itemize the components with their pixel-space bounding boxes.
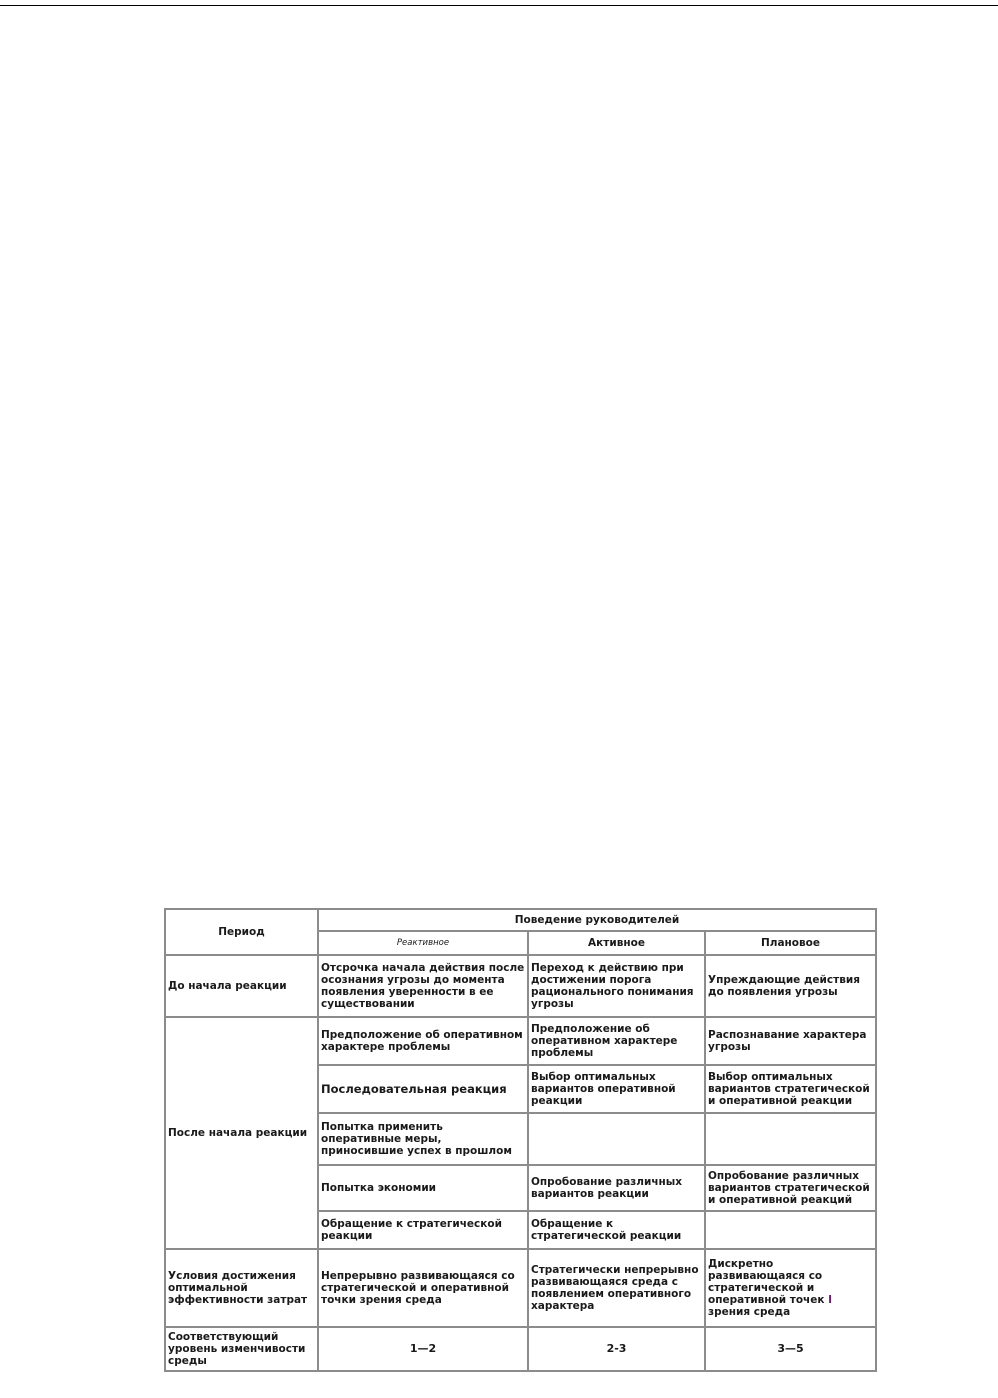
cell-reactive: Предположение об оперативном характере проблемы [318, 1017, 528, 1065]
header-active: Активное [528, 931, 705, 955]
cell-reactive: Непрерывно развивающаяся со стратегической и оперативной точки зрения среда [318, 1249, 528, 1327]
table-row [165, 955, 876, 1017]
cell-planned: 3—5 [705, 1327, 876, 1371]
planned-conditions-text: Дискретно развивающаяся со стратегической и оперативной точек [708, 1258, 825, 1306]
header-behavior: Поведение руководителей [318, 909, 876, 931]
cell-active: Переход к действию при достижении порога рационального понимания угрозы [528, 955, 705, 1017]
planned-conditions-tail: зрения среда [708, 1306, 791, 1318]
cell-reactive: Обращение к стратегической реакции [318, 1211, 528, 1249]
cell-reactive: Отсрочка начала действия после осознания угрозы до момента появления уверенности в ее существовании [318, 955, 528, 1017]
cell-active: Обращение к стратегической реакции [528, 1211, 705, 1249]
cell-reactive: Попытка применить оперативные меры, приносившие успех в прошлом [318, 1113, 528, 1165]
period-before: До начала реакции [165, 955, 318, 1017]
table-header-row-1 [165, 909, 876, 931]
header-planned: Плановое [705, 931, 876, 955]
cell-reactive: 1—2 [318, 1327, 528, 1371]
cell-active: 2-3 [528, 1327, 705, 1371]
cell-planned: Упреждающие действия до появления угрозы [705, 955, 876, 1017]
table-row [165, 1327, 876, 1371]
cell-active: Опробование различных вариантов реакции [528, 1165, 705, 1211]
period-conditions: Условия достижения оптимальной эффективности затрат [165, 1249, 318, 1327]
cell-planned: Опробование различных вариантов стратегической и оперативной реакций [705, 1165, 876, 1211]
cell-planned [705, 1211, 876, 1249]
cell-planned: Выбор оптимальных вариантов стратегической и оперативной реакции [705, 1065, 876, 1113]
behavior-table [164, 908, 877, 1372]
cell-active [528, 1113, 705, 1165]
table-row [165, 1017, 876, 1065]
period-level: Соответствующий уровень изменчивости среды [165, 1327, 318, 1371]
cell-planned [705, 1113, 876, 1165]
header-period: Период [165, 909, 318, 955]
cell-active: Предположение об оперативном характере проблемы [528, 1017, 705, 1065]
period-after: После начала реакции [165, 1017, 318, 1249]
cell-active: Стратегически непрерывно развивающаяся среда с появлением оперативного характера [528, 1249, 705, 1327]
cell-reactive: Последовательная реакция [318, 1065, 528, 1113]
cell-planned [705, 1249, 876, 1327]
header-reactive: Реактивное [318, 931, 528, 955]
table-row [165, 1249, 876, 1327]
cell-reactive: Попытка экономии [318, 1165, 528, 1211]
cell-planned: Распознавание характера угрозы [705, 1017, 876, 1065]
stray-mark: I [828, 1294, 833, 1306]
page-top-rule [0, 5, 998, 6]
cell-active: Выбор оптимальных вариантов оперативной реакции [528, 1065, 705, 1113]
